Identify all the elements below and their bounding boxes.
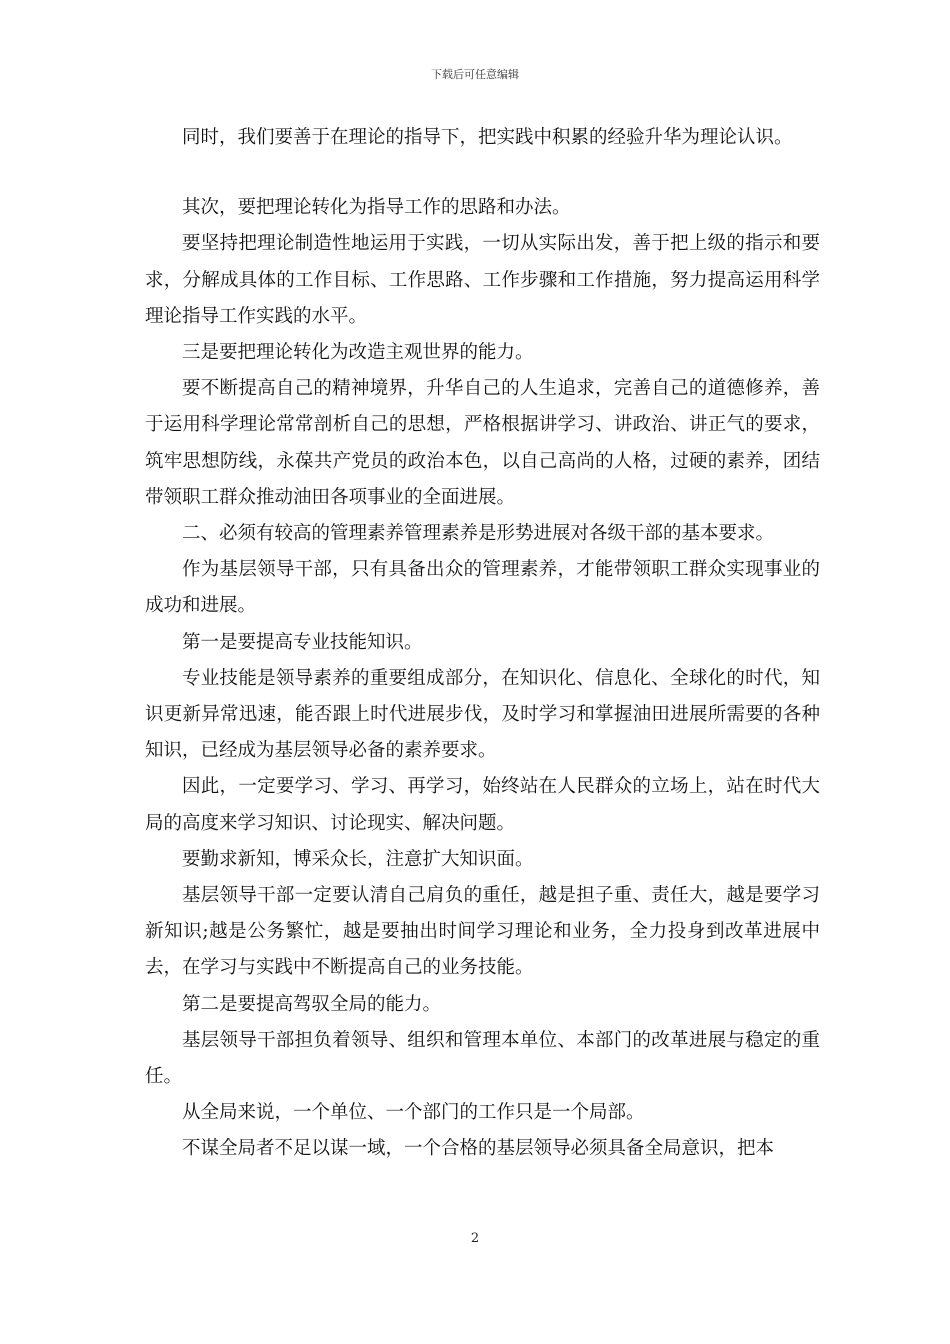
paragraph: 基层领导干部一定要认清自己肩负的重任，越是担子重、责任大，越是要学习新知识;越是公务繁忙，越是要抽出时间学习理论和业务，全力投身到改革进展中去，在学习与实践中不断提高自己的业务技能。 <box>145 885 820 979</box>
paragraph: 第一是要提高专业技能知识。 <box>182 631 423 653</box>
paragraph-spacer <box>145 156 820 190</box>
paragraph: 不谋全局者不足以谋一域，一个合格的基层领导必须具备全局意识，把本 <box>182 1138 775 1160</box>
paragraph: 三是要把理论转化为改造主观世界的能力。 <box>182 342 534 364</box>
paragraph: 第二是要提高驾驭全局的能力。 <box>182 993 442 1015</box>
paragraph: 要坚持把理论制造性地运用于实践，一切从实际出发，善于把上级的指示和要求，分解成具体的工作目标、工作思路、工作步骤和工作措施，努力提高运用科学理论指导工作实践的水平。 <box>145 233 820 327</box>
paragraph: 要勤求新知，博采众长，注意扩大知识面。 <box>182 848 534 870</box>
paragraph: 基层领导干部担负着领导、组织和管理本单位、本部门的改革进展与稳定的重任。 <box>145 1029 820 1088</box>
paragraph: 因此，一定要学习、学习、再学习，始终站在人民群众的立场上，站在时代大局的高度来学习知识、讨论现实、解决问题。 <box>145 776 820 834</box>
page-header: 下载后可任意编辑 <box>431 68 519 81</box>
document-body <box>145 120 820 1168</box>
paragraph: 专业技能是领导素养的重要组成部分，在知识化、信息化、全球化的时代，知识更新异常迅速，能否跟上时代进展步伐，及时学习和掌握油田进展所需要的各种知识，已经成为基层领导必备的素养要求。 <box>145 667 820 762</box>
paragraph: 要不断提高自己的精神境界，升华自己的人生追求，完善自己的道德修养，善于运用科学理论常常剖析自己的思想，严格根据讲学习、讲政治、讲正气的要求，筑牢思想防线，永葆共产党员的政治本色，以自己高尚的人格，过硬的素养，团结带领职工群众推动油田各项事业的全面进展。 <box>145 378 820 508</box>
paragraph: 作为基层领导干部，只有具备出众的管理素养，才能带领职工群众实现事业的成功和进展。 <box>145 559 820 617</box>
paragraph: 同时，我们要善于在理论的指导下，把实践中积累的经验升华为理论认识。 <box>182 127 793 148</box>
paragraph: 从全局来说，一个单位、一个部门的工作只是一个局部。 <box>182 1102 645 1124</box>
paragraph: 其次，要把理论转化为指导工作的思路和办法。 <box>182 197 571 219</box>
paragraph: 二、必须有较高的管理素养管理素养是形势进展对各级干部的基本要求。 <box>182 523 775 545</box>
page-number: 2 <box>470 1231 480 1246</box>
